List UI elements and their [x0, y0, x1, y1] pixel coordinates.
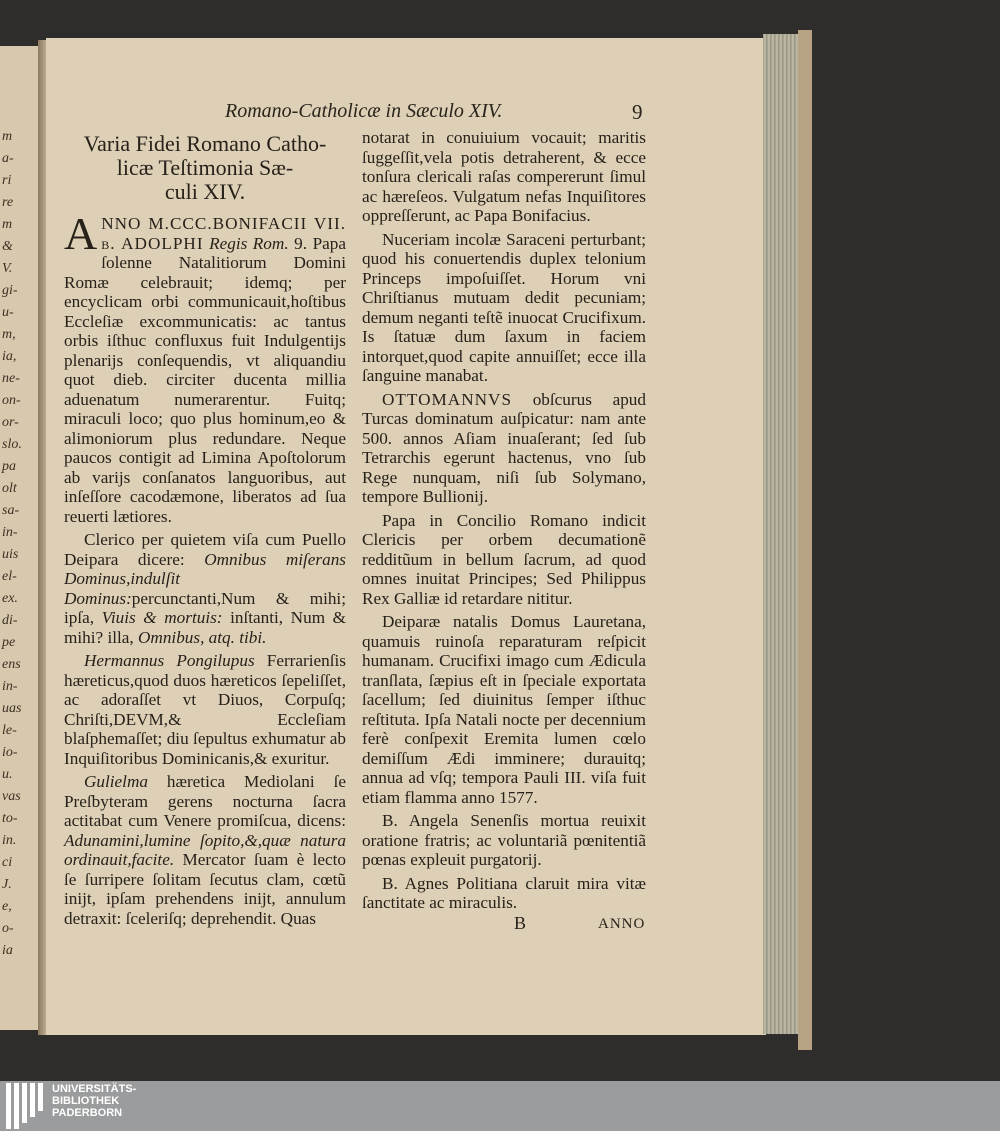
paragraph-clerico [64, 530, 346, 647]
paragraph-ottomannus [362, 390, 646, 507]
paragraph-continued: notarat in conuiuium vocauit; maritis ſuggeſſit,vela potis detraherent, & ecce tonſura clericali raſas compererunt ſimul ac hæreſeos. Vulgatum nefas Inquiſitores oppreſſerunt, ac Papa Bonifacius. [362, 128, 646, 225]
facing-page-fragment: le- [2, 723, 17, 738]
facing-page-fragment: ens [2, 657, 21, 672]
facing-page-fragment: ia [2, 943, 13, 958]
logo-line: PADERBORN [52, 1107, 123, 1119]
facing-page-fragment: V. [2, 261, 13, 276]
title-line: culi XIV. [164, 179, 246, 204]
logo-line: UNIVERSITÄTS- [52, 1083, 137, 1095]
text-run: Ferrarienſis hæreticus,quod duos hæreticos ſepeliſſet, ac adoraſſet vt Diuos, Corpuſq; Chriſti,DEVM,& Eccleſiam blaſphemaſſet; diu ſepultus exhumatur ab Inquiſitoribus Dominicanis,& exuritur. [64, 651, 346, 768]
text-run: obſcurus apud Turcas dominatum auſpicatur: nam ante 500. annos Aſiam inuaſerant; ſed ſub Tetrarchis egerunt hactenus, vno ſub Rege nunquam, niſi ſub Solymano, tempore Bullionij. [362, 389, 646, 506]
paragraph-anno-1300 [64, 208, 346, 526]
catchword: ANNO [598, 916, 646, 932]
paragraph-agnes: B. Agnes Politiana claruit mira vitæ ſanctitate ac miraculis. [362, 873, 646, 912]
paragraph-text: 9. Papa ſolenne Natalitiorum Domini Romæ celebrauit; idemq; per encyclicam orbi communicauit,hoſtibus Eccleſiæ excommunicatis: ac tantus orbis iſthuc confluxus fuit Indulgentijs plenarijs conſequendis, vt aliquandiu quot dieb. circiter ducenta millia aduenatum numerarentur. Fuitq; miraculi loco; quo plus hominum,eo & alimoniorum plus redundare. Neque paucos contigit ad Limina Apoſtolorum ab varijs conſanatos languoribus, aut inſeſſore cacodæmone, liberatos ad ſua reuerti lætiores. [64, 233, 346, 526]
facing-page-fragment: on- [2, 393, 21, 408]
right-column [362, 128, 646, 917]
page-edges [763, 34, 803, 1034]
facing-page-fragment: uis [2, 547, 19, 562]
paragraph-angela: B. Angela Senenſis mortua reuixit oratione fratris; ac voluntariã pœnitentiã pœnas expleuit purgatorij. [362, 811, 646, 869]
facing-page-fragment: slo. [2, 437, 22, 452]
facing-page-fragment: ex. [2, 591, 18, 606]
facing-page-fragment: in. [2, 833, 17, 848]
paragraph-concilio: Papa in Concilio Romano indicit Clericis per orbem decumationẽ redditũum in bellum ſacrum, ad quod omnes inuitat Principes; Sed Philippus Rex Galliæ id retardare nititur. [362, 510, 646, 608]
book-cover-edge [798, 30, 812, 1050]
text-run: Mercator ſuam è lecto ſe ſurripere ſolitam ſecutus clam, cœtũ inijt, ipſam prehendens inijt, annulum detraxit: ſceleriſq; deprehendit. Quas [64, 850, 346, 928]
facing-page-fragment: io- [2, 745, 18, 760]
paragraph-nuceria: Nuceriam incolæ Saraceni perturbant; quod his conuertendis duplex telonium Princeps impoſuiſſet. Horum vni Chriſtianus mutuam dedit pecuniam; demum neganti teſtẽ inuocat Crucifixum. Is ſtatuæ dum ſaxum in faciem intorquet,quod capite annuiſſet; ecce illa ſanguine manabat. [362, 229, 646, 385]
paragraph-lauretana: Deiparæ natalis Domus Lauretana, quamuis ruinoſa reparaturam reſpicit humanam. Crucifixi imago cum Ædicula tranſlata, ſæpius eſt in ſpeciale exportata ſacellum; ſed diuinitus ſemper iſthuc reſtituta. Ipſa Natali nocte per decennium ferè conſpexit Eremita lumen cœlo demiſſum Ædi imminere; durauitq; annua ad vſq; tempora Pauli III. viſa fuit etiam flamma anno 1577. [362, 612, 646, 807]
facing-page-fragment: m [2, 129, 13, 144]
facing-page-fragment: pa [2, 459, 16, 474]
facing-page-fragment: re [2, 195, 14, 210]
year-heading: NNO M.CCC.BONIFACII VII. [101, 214, 346, 233]
facing-page-fragment: in- [2, 525, 18, 540]
facing-page-fragment: uas [2, 701, 22, 716]
logo-line: BIBLIOTHEK [52, 1095, 120, 1107]
person-name: OTTOMANNVS [382, 389, 513, 409]
library-logo-text [52, 1083, 136, 1119]
facing-page-fragment: ne- [2, 371, 20, 386]
facing-page-fragment: pe [2, 635, 16, 650]
facing-page-fragment: & [2, 239, 13, 254]
facing-page-fragment: e, [2, 899, 12, 914]
quote-run: Omnibus, atq. tibi. [138, 627, 267, 647]
paragraph-gulielma [64, 772, 346, 928]
facing-page-fragment: di- [2, 613, 18, 628]
facing-page-fragment: ia, [2, 349, 17, 364]
facing-page-fragment: to- [2, 811, 18, 826]
facing-page-fragment: m, [2, 327, 16, 342]
text-run: inſtanti, Num & mihi? illa, [64, 608, 347, 647]
quote-run: Adunamini,lumine ſopito,&,quæ natura ordinauit,facite. [64, 830, 346, 869]
left-column [64, 132, 346, 932]
text-run: Clerico per quietem viſa cum Puello Deipara dicere: [64, 530, 346, 569]
person-name: Gulielma [84, 772, 148, 791]
text-run: percunctanti,Num & mihi; ipſa, [64, 588, 346, 627]
title-line: licæ Teſtimonia Sæ- [116, 155, 294, 180]
facing-page-fragment: in- [2, 679, 18, 694]
facing-page-fragment: m [2, 217, 13, 232]
signature-mark: B [514, 913, 527, 933]
facing-page-fragment: o- [2, 921, 14, 936]
facing-page-fragment: u. [2, 767, 13, 782]
title-line: Varia Fidei Romano Catho- [83, 131, 327, 156]
library-footer [0, 1081, 1000, 1131]
facing-page-fragment: olt [2, 481, 17, 496]
facing-page-fragment: el- [2, 569, 17, 584]
regis-rom: Regis Rom. [209, 233, 289, 253]
person-name: Hermannus Pongilupus [84, 651, 255, 670]
facing-page-fragment: gi- [2, 283, 18, 298]
facing-page-fragment: J. [2, 877, 12, 892]
facing-page-fragment: ri [2, 173, 12, 188]
page-number: 9 [632, 100, 643, 124]
facing-page-fragment: sa- [2, 503, 20, 518]
quote-run: Viuis & mortuis: [101, 608, 223, 627]
drop-cap: A [64, 208, 98, 259]
facing-page-fragment: a- [2, 151, 14, 166]
facing-page-fragment: or- [2, 415, 19, 430]
facing-page-fragment: ci [2, 855, 13, 870]
library-logo-icon [6, 1083, 46, 1129]
chapter-title [64, 132, 346, 204]
paragraph-hermannus [64, 651, 346, 768]
quote-run: Omnibus miſerans Dominus,indulſit Dominus: [64, 549, 346, 608]
facing-page-fragment: u- [2, 305, 14, 320]
running-head: Romano-Catholicæ in Sæculo XIV. [225, 100, 503, 122]
text-run: hæretica Mediolani ſe Preſbyteram gerens nocturna ſacra actitabat cum Venere promiſcua, dicens: [64, 772, 346, 830]
facing-page-fragment: vas [2, 789, 21, 804]
adolphus-name: b. ADOLPHI [101, 233, 204, 253]
